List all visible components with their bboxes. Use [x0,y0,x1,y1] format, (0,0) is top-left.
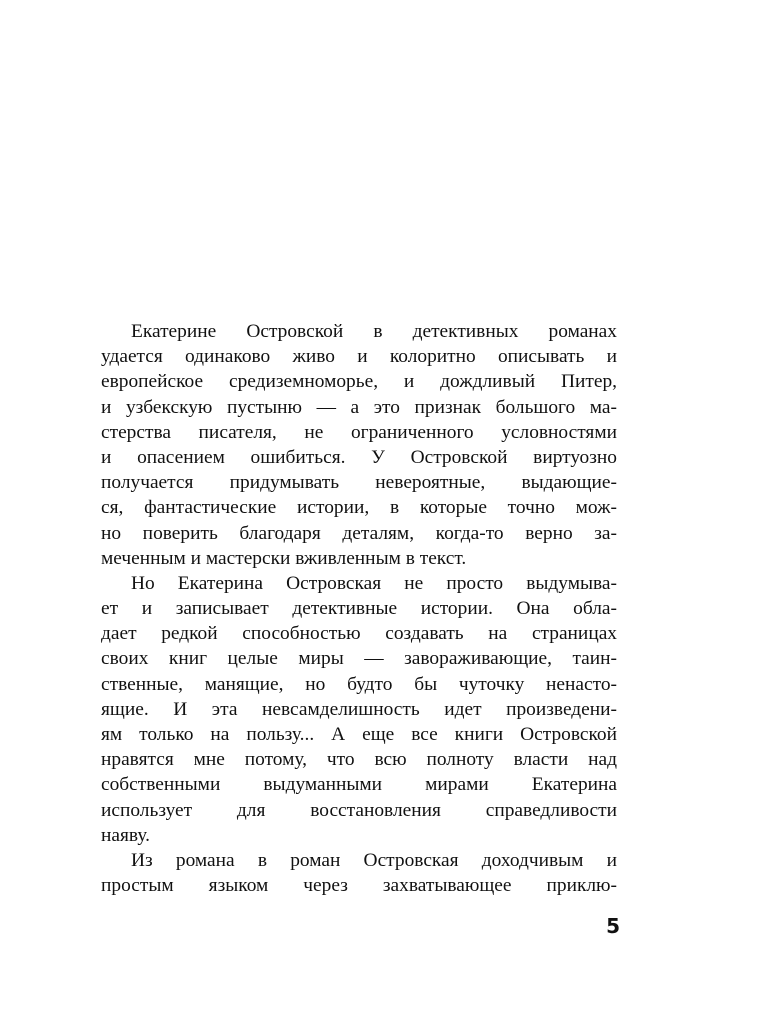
body-text [101,319,617,898]
text-line: ет и записывает детективные истории. Она обла- [101,598,617,620]
text-line: но поверить благодаря деталям, когда-то верно за- [101,522,617,544]
text-line: ственные, манящие, но будто бы чуточку ненасто- [101,673,617,695]
text-line: использует для восстановления справедливости [101,799,617,821]
text-line: Из романа в роман Островская доходчивым и [131,849,617,871]
text-line: дает редкой способностью создавать на страницах [101,623,617,645]
page-number: 5 [606,914,620,938]
text-line: получается придумывать невероятные, выдающие- [101,472,617,494]
text-line: своих книг целые миры — завораживающие, таин- [101,648,617,670]
text-line: нравятся мне потому, что всю полноту власти над [101,749,617,771]
text-line: меченным и мастерски вживленным в текст. [101,547,467,569]
paragraph-1 [101,319,617,571]
text-line: ся, фантастические истории, в которые точно мож- [101,497,617,519]
text-line: собственными выдуманными мирами Екатерина [101,774,617,796]
text-line: Но Екатерина Островская не просто выдумыва- [131,572,617,594]
text-line: европейское средиземноморье, и дождливый Питер, [101,371,617,393]
text-line: и узбекскую пустыню — а это признак большого ма- [101,396,617,418]
paragraph-2 [101,571,617,848]
text-line: ям только на пользу... А еще все книги Островской [101,724,617,745]
text-line: ящие. И эта невсамделишность идет произведени- [101,698,617,720]
text-line: наяву. [101,824,150,846]
text-line: удается одинаково живо и колоритно описывать и [101,346,617,368]
text-line: Екатерине Островской в детективных романах [131,321,617,342]
text-line: стерства писателя, не ограниченного условностями [101,421,617,443]
text-line: простым языком через захватывающее приклю- [101,875,617,897]
text-line: и опасением ошибиться. У Островской виртуозно [101,446,617,468]
paragraph-3 [101,848,617,898]
